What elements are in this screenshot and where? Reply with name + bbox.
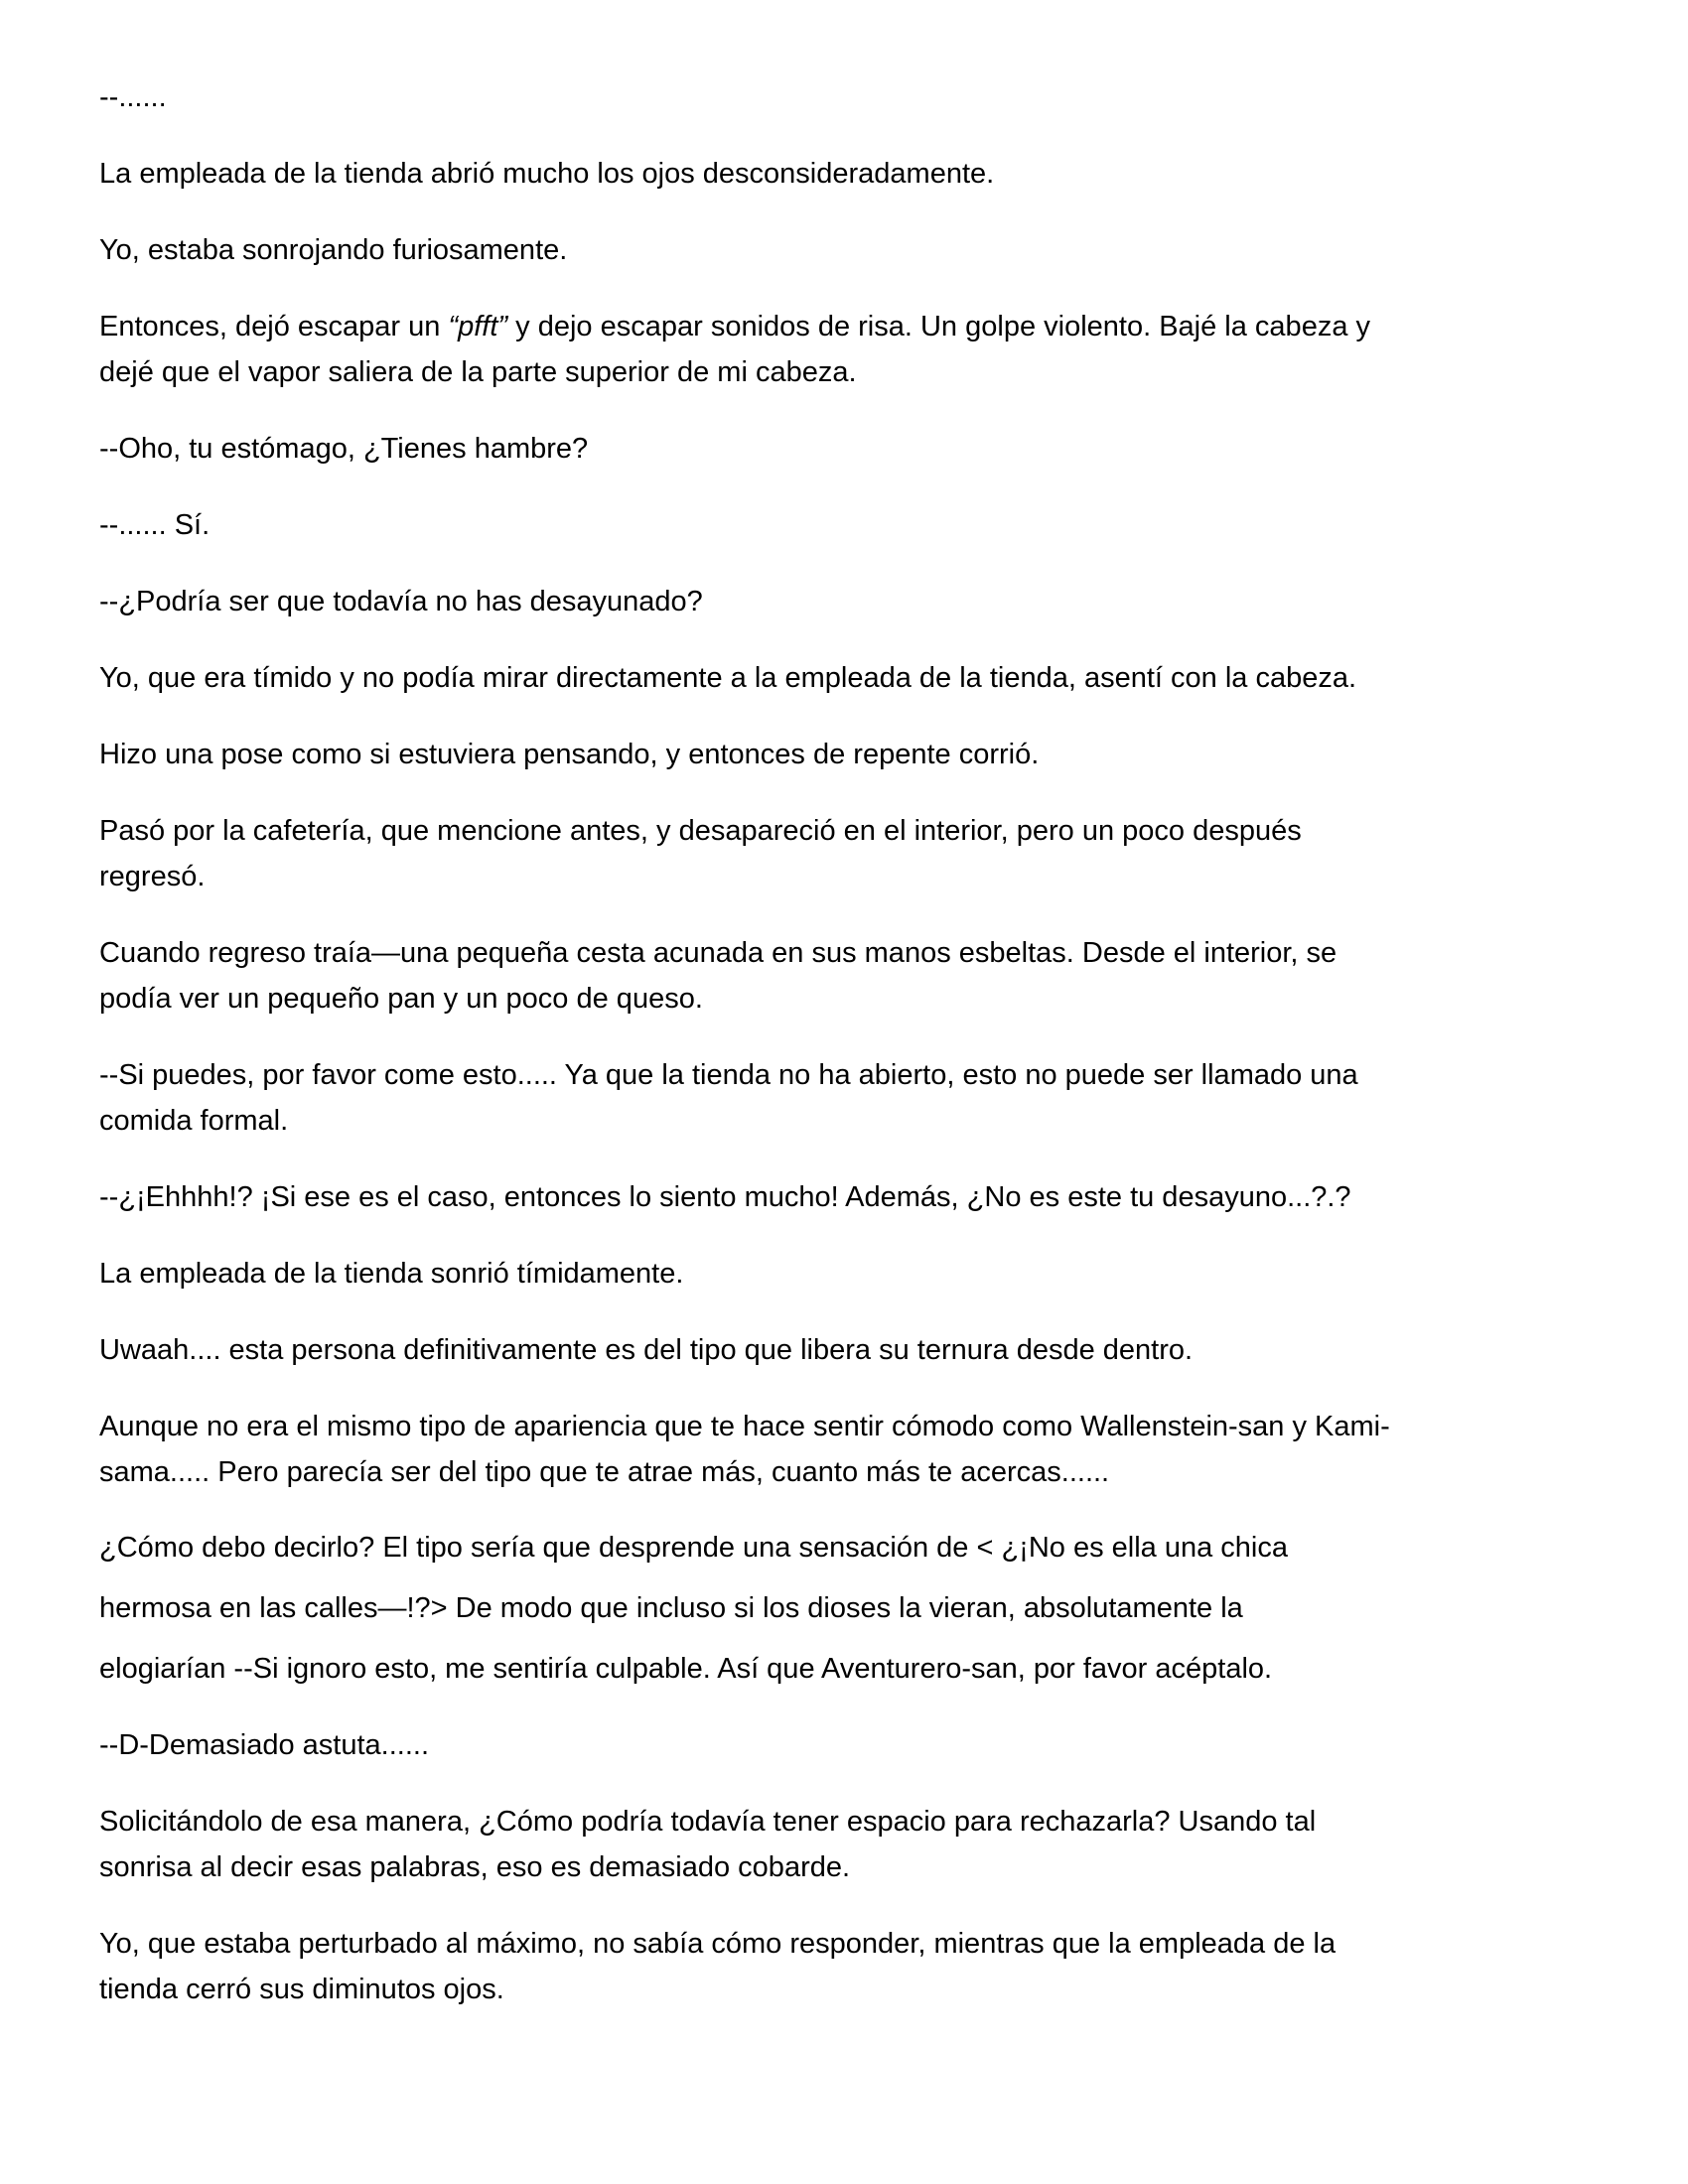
text-line: --D-Demasiado astuta......: [99, 1729, 429, 1761]
text-line: sonrisa al decir esas palabras, eso es demasiado cobarde.: [99, 1851, 851, 1883]
paragraph-03: [99, 227, 1549, 273]
paragraph-01: [99, 74, 1549, 120]
text-line: Uwaah.... esta persona definitivamente es del tipo que libera su ternura desde dentro.: [99, 1334, 1194, 1366]
paragraph-14: [99, 1251, 1549, 1297]
text-line: --Oho, tu estómago, ¿Tienes hambre?: [99, 433, 589, 465]
paragraph-11: [99, 930, 1549, 1022]
text-line: regresó.: [99, 861, 206, 892]
text-line: Hizo una pose como si estuviera pensando, y entonces de repente corrió.: [99, 739, 1040, 770]
text-line: Solicitándolo de esa manera, ¿Cómo podría todavía tener espacio para rechazarla? Usando tal: [99, 1806, 1317, 1838]
text-line: ¿Cómo debo decirlo? El tipo sería que desprende una sensación de < ¿¡No es ella una chica: [99, 1532, 1288, 1564]
text-line: Aunque no era el mismo tipo de apariencia que te hace sentir cómodo como Wallenstein-san y Kami-: [99, 1411, 1390, 1442]
italic-text-segment: “pfft”: [448, 311, 508, 342]
paragraph-08: [99, 655, 1549, 701]
paragraph-15: [99, 1327, 1549, 1373]
text-line: dejé que el vapor saliera de la parte superior de mi cabeza.: [99, 356, 857, 388]
text-line: Yo, que era tímido y no podía mirar directamente a la empleada de la tienda, asentí con la cabeza.: [99, 662, 1357, 694]
text-line: Yo, estaba sonrojando furiosamente.: [99, 234, 568, 266]
paragraph-18: [99, 1722, 1549, 1768]
text-line: elogiarían --Si ignoro esto, me sentiría culpable. Así que Aventurero-san, por favor acéptalo.: [99, 1653, 1273, 1685]
text-line: La empleada de la tienda sonrió tímidamente.: [99, 1258, 684, 1290]
paragraph-13: [99, 1174, 1549, 1220]
text-line: Cuando regreso traía—una pequeña cesta acunada en sus manos esbeltas. Desde el interior, se: [99, 937, 1337, 969]
paragraph-04: [99, 304, 1549, 395]
paragraph-12: [99, 1052, 1549, 1144]
text-line: --¿Podría ser que todavía no has desayunado?: [99, 586, 703, 617]
paragraph-20: [99, 1921, 1549, 2012]
paragraph-07: [99, 579, 1549, 624]
paragraph-05: [99, 426, 1549, 472]
text-segment: y dejo escapar sonidos de risa. Un golpe violento. Bajé la cabeza y: [507, 311, 1371, 342]
paragraph-17: [99, 1518, 1549, 1700]
paragraph-09: [99, 732, 1549, 777]
text-segment: Entonces, dejó escapar un: [99, 311, 449, 342]
paragraph-16: [99, 1404, 1549, 1495]
text-line: --¿¡Ehhhh!? ¡Si ese es el caso, entonces lo siento mucho! Además, ¿No es este tu desayuno...?.?: [99, 1181, 1351, 1213]
text-line: sama..... Pero parecía ser del tipo que te atrae más, cuanto más te acercas......: [99, 1456, 1110, 1488]
paragraph-10: [99, 808, 1549, 899]
text-line: tienda cerró sus diminutos ojos.: [99, 1974, 504, 2005]
paragraph-02: [99, 151, 1549, 197]
text-line: hermosa en las calles—!?> De modo que incluso si los dioses la vieran, absolutamente la: [99, 1592, 1243, 1624]
paragraph-06: [99, 502, 1549, 548]
text-line: --...... Sí.: [99, 509, 211, 541]
text-line: Pasó por la cafetería, que mencione antes, y desapareció en el interior, pero un poco después: [99, 815, 1302, 847]
text-line: --Si puedes, por favor come esto..... Ya que la tienda no ha abierto, esto no puede ser llamado una: [99, 1059, 1358, 1091]
paragraph-19: [99, 1799, 1549, 1890]
text-line: comida formal.: [99, 1105, 289, 1137]
text-line: [99, 304, 1549, 349]
text-line: --......: [99, 81, 167, 113]
text-line: Yo, que estaba perturbado al máximo, no sabía cómo responder, mientras que la empleada de la: [99, 1928, 1336, 1960]
text-line: podía ver un pequeño pan y un poco de queso.: [99, 983, 703, 1015]
text-line: La empleada de la tienda abrió mucho los ojos desconsideradamente.: [99, 158, 995, 190]
